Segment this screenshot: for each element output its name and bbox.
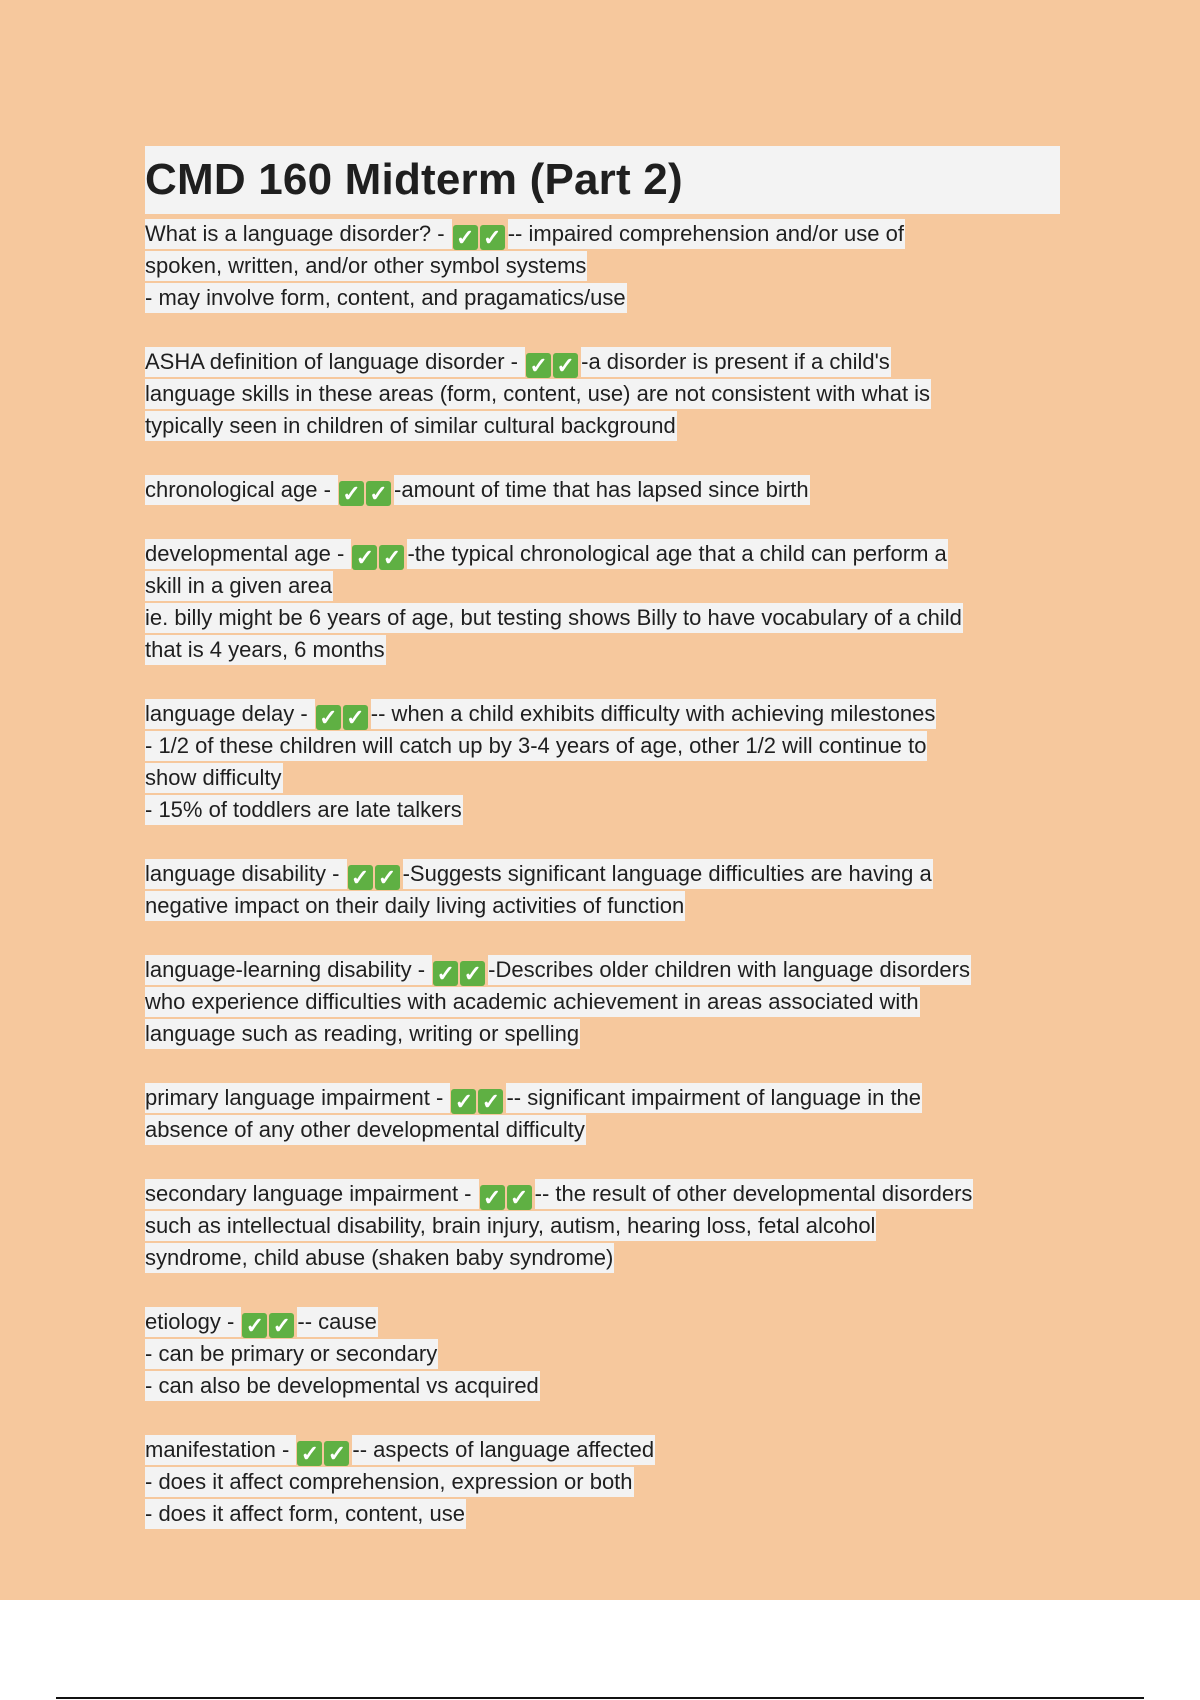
flashcard-entry xyxy=(145,698,1060,826)
entry-text: language skills in these areas (form, content, use) are not consistent with what is xyxy=(145,379,931,409)
entry-first-line xyxy=(145,538,1060,570)
entry-definition: -- the result of other developmental disorders xyxy=(535,1179,974,1209)
entry-term: chronological age - xyxy=(145,475,338,505)
entry-line xyxy=(145,250,1060,282)
entry-text: syndrome, child abuse (shaken baby syndrome) xyxy=(145,1243,614,1273)
entry-text: typically seen in children of similar cultural background xyxy=(145,411,677,441)
check-mark-icon: ✓ xyxy=(480,1185,505,1210)
entry-list xyxy=(145,218,1060,1530)
check-mark-icon: ✓ xyxy=(343,705,368,730)
flashcard-entry xyxy=(145,474,1060,506)
entry-first-line xyxy=(145,474,1060,506)
check-mark-icon: ✓ xyxy=(242,1313,267,1338)
flashcard-entry xyxy=(145,346,1060,442)
entry-definition: -- significant impairment of language in the xyxy=(506,1083,922,1113)
entry-first-line xyxy=(145,698,1060,730)
check-mark-icon: ✓ xyxy=(316,705,341,730)
entry-definition: -- impaired comprehension and/or use of xyxy=(508,219,905,249)
entry-line xyxy=(145,1210,1060,1242)
entry-line xyxy=(145,378,1060,410)
entry-text: absence of any other developmental difficulty xyxy=(145,1115,586,1145)
entry-first-line xyxy=(145,218,1060,250)
answer-marker xyxy=(339,481,393,513)
entry-text: - 15% of toddlers are late talkers xyxy=(145,795,463,825)
entry-text: - may involve form, content, and pragamatics/use xyxy=(145,283,627,313)
entry-line xyxy=(145,762,1060,794)
entry-term: manifestation - xyxy=(145,1435,296,1465)
entry-text: ie. billy might be 6 years of age, but testing shows Billy to have vocabulary of a child xyxy=(145,603,963,633)
entry-text: such as intellectual disability, brain injury, autism, hearing loss, fetal alcohol xyxy=(145,1211,876,1241)
entry-text: who experience difficulties with academic achievement in areas associated with xyxy=(145,987,920,1017)
entry-definition: -- cause xyxy=(297,1307,377,1337)
entry-text: language such as reading, writing or spelling xyxy=(145,1019,580,1049)
check-mark-icon: ✓ xyxy=(478,1089,503,1114)
entry-text: - can be primary or secondary xyxy=(145,1339,438,1369)
check-mark-icon: ✓ xyxy=(352,545,377,570)
entry-line xyxy=(145,794,1060,826)
entry-definition: -- aspects of language affected xyxy=(352,1435,655,1465)
check-mark-icon: ✓ xyxy=(379,545,404,570)
entry-term: primary language impairment - xyxy=(145,1083,450,1113)
entry-line xyxy=(145,1018,1060,1050)
page-title: CMD 160 Midterm (Part 2) xyxy=(145,155,683,204)
entry-line xyxy=(145,602,1060,634)
entry-term: etiology - xyxy=(145,1307,241,1337)
entry-text: show difficulty xyxy=(145,763,283,793)
entry-line xyxy=(145,1338,1060,1370)
check-mark-icon: ✓ xyxy=(297,1441,322,1466)
footer-divider xyxy=(56,1697,1144,1699)
entry-text: - does it affect form, content, use xyxy=(145,1499,466,1529)
entry-line xyxy=(145,1242,1060,1274)
entry-term: secondary language impairment - xyxy=(145,1179,479,1209)
entry-line xyxy=(145,730,1060,762)
entry-definition: -the typical chronological age that a child can perform a xyxy=(407,539,947,569)
flashcard-entry xyxy=(145,1178,1060,1274)
flashcard-entry xyxy=(145,1306,1060,1402)
flashcard-entry xyxy=(145,858,1060,922)
check-mark-icon: ✓ xyxy=(324,1441,349,1466)
entry-term: developmental age - xyxy=(145,539,351,569)
entry-line xyxy=(145,282,1060,314)
entry-text: that is 4 years, 6 months xyxy=(145,635,386,665)
check-mark-icon: ✓ xyxy=(460,961,485,986)
entry-line xyxy=(145,1370,1060,1402)
entry-text: - can also be developmental vs acquired xyxy=(145,1371,540,1401)
check-mark-icon: ✓ xyxy=(269,1313,294,1338)
check-mark-icon: ✓ xyxy=(433,961,458,986)
entry-definition: -a disorder is present if a child's xyxy=(581,347,891,377)
entry-definition: -- when a child exhibits difficulty with achieving milestones xyxy=(371,699,937,729)
flashcard-entry xyxy=(145,538,1060,666)
entry-line xyxy=(145,570,1060,602)
entry-term: What is a language disorder? - xyxy=(145,219,452,249)
entry-text: - 1/2 of these children will catch up by 3-4 years of age, other 1/2 will continue to xyxy=(145,731,927,761)
answer-marker xyxy=(352,545,406,577)
check-mark-icon: ✓ xyxy=(375,865,400,890)
entry-first-line xyxy=(145,346,1060,378)
entry-line xyxy=(145,1114,1060,1146)
entry-first-line xyxy=(145,1306,1060,1338)
title-bar xyxy=(145,146,1060,214)
entry-line xyxy=(145,890,1060,922)
entry-text: - does it affect comprehension, expression or both xyxy=(145,1467,634,1497)
entry-first-line xyxy=(145,954,1060,986)
check-mark-icon: ✓ xyxy=(451,1089,476,1114)
entry-term: language-learning disability - xyxy=(145,955,432,985)
check-mark-icon: ✓ xyxy=(553,353,578,378)
entry-definition: -Describes older children with language disorders xyxy=(488,955,971,985)
entry-definition: -amount of time that has lapsed since birth xyxy=(394,475,810,505)
entry-line xyxy=(145,634,1060,666)
flashcard-entry xyxy=(145,1082,1060,1146)
entry-line xyxy=(145,1498,1060,1530)
entry-line xyxy=(145,1466,1060,1498)
entry-text: spoken, written, and/or other symbol systems xyxy=(145,251,587,281)
document xyxy=(145,146,1060,1562)
flashcard-entry xyxy=(145,218,1060,314)
entry-first-line xyxy=(145,858,1060,890)
check-mark-icon: ✓ xyxy=(453,225,478,250)
entry-first-line xyxy=(145,1178,1060,1210)
check-mark-icon: ✓ xyxy=(480,225,505,250)
entry-first-line xyxy=(145,1082,1060,1114)
flashcard-entry xyxy=(145,954,1060,1050)
check-mark-icon: ✓ xyxy=(507,1185,532,1210)
entry-term: ASHA definition of language disorder - xyxy=(145,347,525,377)
entry-text: negative impact on their daily living activities of function xyxy=(145,891,685,921)
entry-line xyxy=(145,410,1060,442)
check-mark-icon: ✓ xyxy=(348,865,373,890)
check-mark-icon: ✓ xyxy=(339,481,364,506)
entry-term: language delay - xyxy=(145,699,315,729)
entry-text: skill in a given area xyxy=(145,571,333,601)
entry-definition: -Suggests significant language difficulties are having a xyxy=(403,859,933,889)
entry-term: language disability - xyxy=(145,859,347,889)
check-mark-icon: ✓ xyxy=(526,353,551,378)
entry-line xyxy=(145,986,1060,1018)
entry-first-line xyxy=(145,1434,1060,1466)
flashcard-entry xyxy=(145,1434,1060,1530)
check-mark-icon: ✓ xyxy=(366,481,391,506)
